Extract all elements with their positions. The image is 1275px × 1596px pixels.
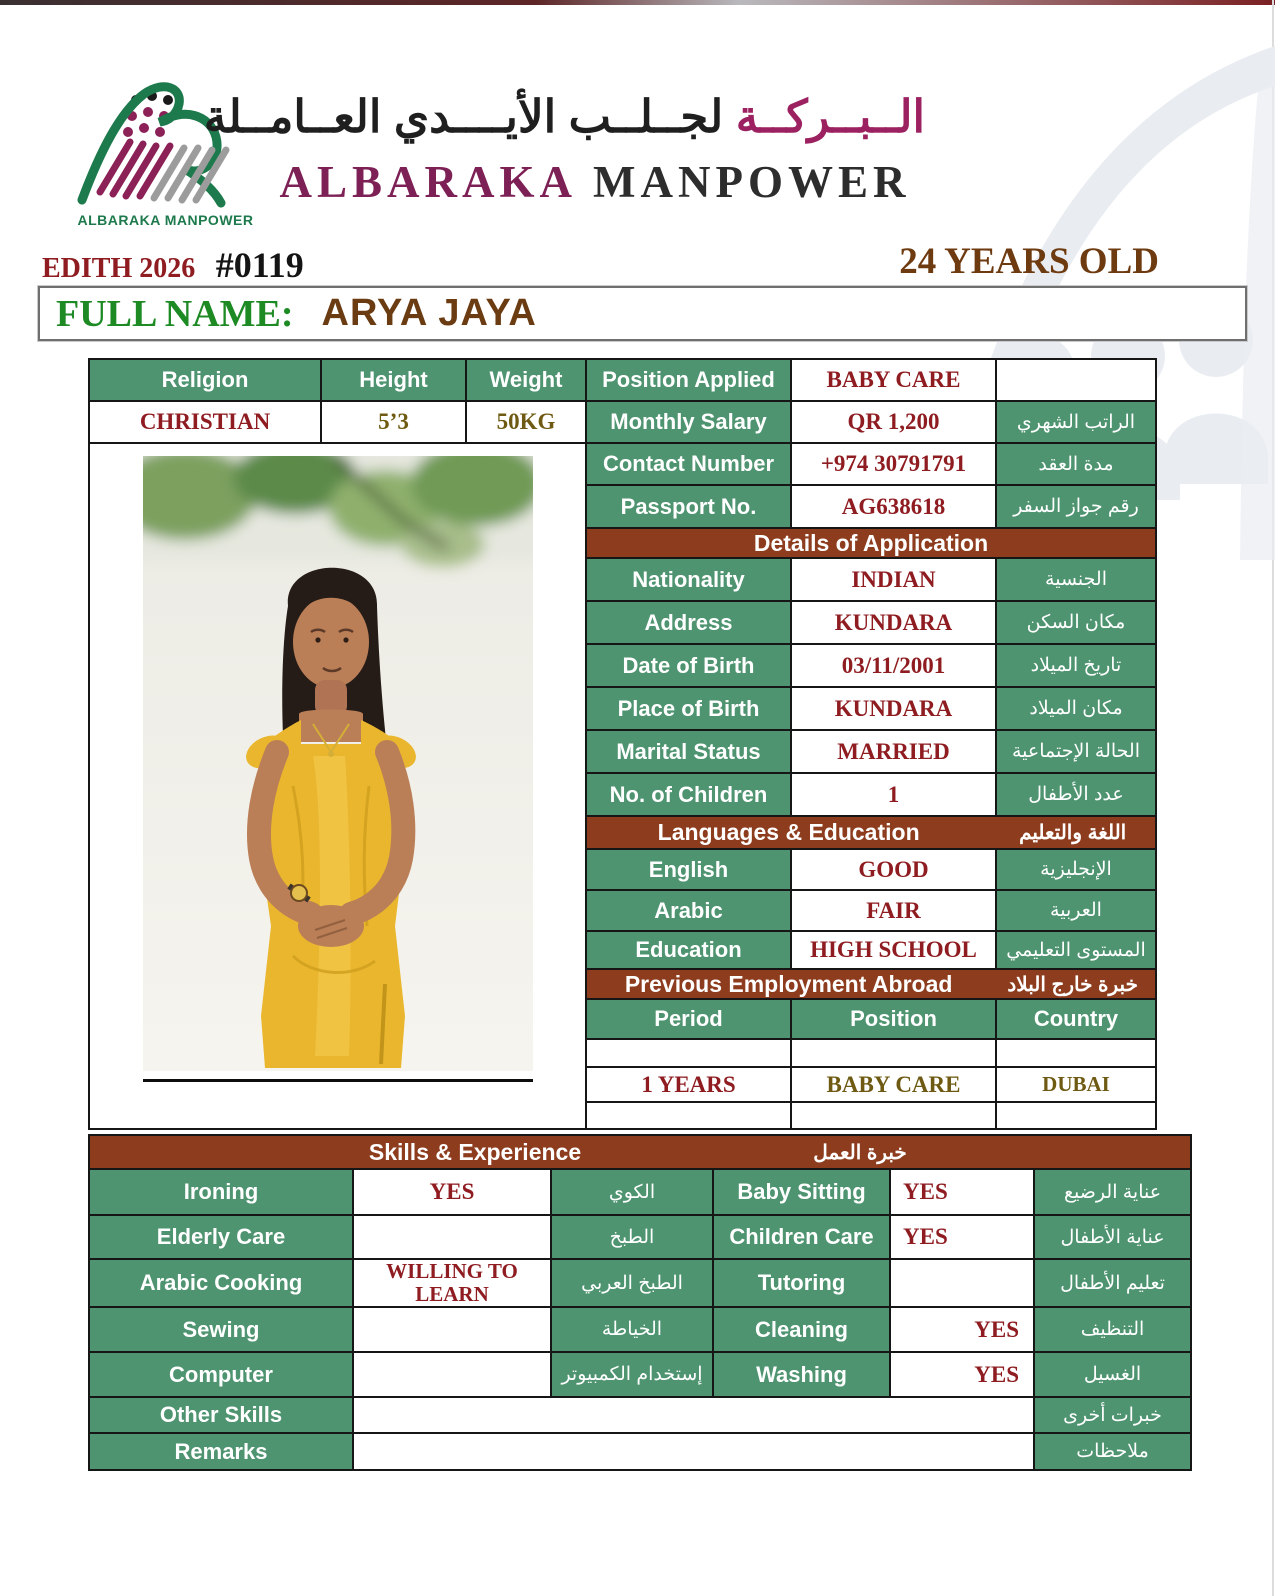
position-applied-label: Position Applied — [586, 359, 791, 401]
religion-header: Religion — [89, 359, 321, 401]
tutoring-label: Tutoring — [713, 1259, 890, 1307]
position-header: Position — [791, 999, 996, 1039]
languages-header-en: Languages & Education — [657, 819, 920, 845]
date-of-birth-value: 03/11/2001 — [791, 644, 996, 687]
company-name — [250, 156, 940, 208]
cooking-arabic: الطبخ — [551, 1215, 713, 1259]
page-top-border — [0, 0, 1275, 5]
address-label: Address — [586, 601, 791, 644]
other-skills-label: Other Skills — [89, 1397, 353, 1433]
english-label: English — [586, 849, 791, 890]
reference-number: #0119 — [215, 245, 304, 285]
date-of-birth-label: Date of Birth — [586, 644, 791, 687]
weight-header: Weight — [466, 359, 586, 401]
education-label: Education — [586, 931, 791, 969]
nationality-label: Nationality — [586, 558, 791, 601]
ironing-value: YES — [353, 1169, 551, 1215]
company-name-albaraka: ALBARAKA — [279, 157, 578, 207]
arabic-title-rest: لجــلــب الأيــــدي العــامــلة — [203, 91, 724, 142]
edition-ref — [42, 244, 304, 286]
photo-underline — [143, 1079, 533, 1082]
tutoring-arabic: تعليم الأطفال — [1034, 1259, 1191, 1307]
skills-experience-header — [89, 1135, 1191, 1169]
employment-row-empty — [791, 1039, 996, 1067]
date-of-birth-arabic: تاريخ الميلاد — [996, 644, 1156, 687]
arabic-value: FAIR — [791, 890, 996, 931]
computer-label: Computer — [89, 1352, 353, 1397]
sewing-label: Sewing — [89, 1307, 353, 1352]
children-value: 1 — [791, 773, 996, 816]
children-arabic: عدد الأطفال — [996, 773, 1156, 816]
languages-header-ar: اللغة والتعليم — [1019, 822, 1127, 844]
computer-value — [353, 1352, 551, 1397]
cleaning-value: YES — [890, 1307, 1034, 1352]
ironing-label: Ironing — [89, 1169, 353, 1215]
employment-country-value: DUBAI — [996, 1067, 1156, 1102]
sewing-value — [353, 1307, 551, 1352]
cleaning-arabic: التنظيف — [1034, 1307, 1191, 1352]
previous-employment-header — [586, 969, 1156, 999]
arabic-cooking-arabic: الطبخ العربي — [551, 1259, 713, 1307]
remarks-arabic: ملاحظات — [1034, 1433, 1191, 1470]
marital-status-arabic: الحالة الإجتماعية — [996, 730, 1156, 773]
sewing-arabic: الخياطة — [551, 1307, 713, 1352]
empty-cell — [996, 359, 1156, 401]
place-of-birth-label: Place of Birth — [586, 687, 791, 730]
english-value: GOOD — [791, 849, 996, 890]
arabic-title-first-word: الــبــركــة — [735, 91, 925, 142]
elderly-care-value — [353, 1215, 551, 1259]
passport-label: Passport No. — [586, 485, 791, 528]
computer-arabic: إستخدام الكمبيوتر — [551, 1352, 713, 1397]
cleaning-label: Cleaning — [713, 1307, 890, 1352]
baby-sitting-label: Baby Sitting — [713, 1169, 890, 1215]
employment-header-ar: خبرة خارج البلاد — [1007, 973, 1138, 996]
skills-header-ar: خبرة العمل — [813, 1141, 907, 1164]
monthly-salary-value: QR 1,200 — [791, 401, 996, 443]
washing-arabic: الغسيل — [1034, 1352, 1191, 1397]
employment-row-empty — [586, 1039, 791, 1067]
place-of-birth-arabic: مكان الميلاد — [996, 687, 1156, 730]
full-name-value: ARYA JAYA — [321, 292, 537, 334]
full-name-label: FULL NAME: — [56, 292, 294, 335]
contact-number-label: Contact Number — [586, 443, 791, 485]
arabic-label: Arabic — [586, 890, 791, 931]
details-of-application-header: Details of Application — [586, 528, 1156, 558]
arabic-cooking-value: WILLING TO LEARN — [353, 1259, 551, 1307]
period-header: Period — [586, 999, 791, 1039]
company-name-manpower: MANPOWER — [593, 157, 911, 207]
weight-value: 50KG — [466, 401, 586, 443]
remarks-label: Remarks — [89, 1433, 353, 1470]
baby-sitting-value: YES — [890, 1169, 1034, 1215]
education-arabic: المستوى التعليمي — [996, 931, 1156, 969]
logo-caption: ALBARAKA MANPOWER — [77, 212, 254, 228]
arabic-cooking-label: Arabic Cooking — [89, 1259, 353, 1307]
applicant-photo — [143, 456, 533, 1082]
baby-sitting-arabic: عناية الرضيع — [1034, 1169, 1191, 1215]
marital-status-label: Marital Status — [586, 730, 791, 773]
age-label: 24 YEARS OLD — [899, 241, 1159, 282]
employment-row-empty — [996, 1039, 1156, 1067]
children-care-arabic: عناية الأطفال — [1034, 1215, 1191, 1259]
position-applied-value: BABY CARE — [791, 359, 996, 401]
washing-label: Washing — [713, 1352, 890, 1397]
skills-experience-table — [88, 1134, 1192, 1471]
contact-number-value: +974 30791791 — [791, 443, 996, 485]
edition-label: EDITH 2026 — [42, 253, 196, 284]
arabic-arabic: العربية — [996, 890, 1156, 931]
employment-row-empty — [586, 1102, 791, 1129]
passport-arabic: رقم جواز السفر — [996, 485, 1156, 528]
other-skills-arabic: خبرات أخرى — [1034, 1397, 1191, 1433]
height-value: 5’3 — [321, 401, 466, 443]
passport-value: AG638618 — [791, 485, 996, 528]
monthly-salary-arabic: الراتب الشهري — [996, 401, 1156, 443]
employment-row-empty — [791, 1102, 996, 1129]
watch-face — [291, 885, 307, 901]
elderly-care-label: Elderly Care — [89, 1215, 353, 1259]
remarks-value — [353, 1433, 1034, 1470]
washing-value: YES — [890, 1352, 1034, 1397]
photo-cell — [89, 443, 586, 1129]
children-care-label: Children Care — [713, 1215, 890, 1259]
height-header: Height — [321, 359, 466, 401]
skills-header-en: Skills & Experience — [368, 1138, 582, 1165]
country-header: Country — [996, 999, 1156, 1039]
applicant-photo-image — [143, 456, 533, 1071]
english-arabic: الإنجليزية — [996, 849, 1156, 890]
employment-header-en: Previous Employment Abroad — [624, 970, 953, 997]
ironing-arabic: الكوي — [551, 1169, 713, 1215]
marital-status-value: MARRIED — [791, 730, 996, 773]
employment-position-value: BABY CARE — [791, 1067, 996, 1102]
employment-period-value: 1 YEARS — [586, 1067, 791, 1102]
religion-value: CHRISTIAN — [89, 401, 321, 443]
applicant-info-table — [88, 358, 1157, 1130]
nationality-value: INDIAN — [791, 558, 996, 601]
employment-row-empty — [996, 1102, 1156, 1129]
languages-education-header — [586, 816, 1156, 849]
children-label: No. of Children — [586, 773, 791, 816]
place-of-birth-value: KUNDARA — [791, 687, 996, 730]
education-value: HIGH SCHOOL — [791, 931, 996, 969]
tutoring-value — [890, 1259, 1034, 1307]
nationality-arabic: الجنسية — [996, 558, 1156, 601]
monthly-salary-label: Monthly Salary — [586, 401, 791, 443]
contact-number-arabic: مدة العقد — [996, 443, 1156, 485]
full-name-box — [38, 286, 1247, 341]
arabic-company-title — [203, 90, 925, 143]
address-arabic: مكان السكن — [996, 601, 1156, 644]
address-value: KUNDARA — [791, 601, 996, 644]
foliage-background — [143, 456, 533, 566]
children-care-value: YES — [890, 1215, 1034, 1259]
other-skills-value — [353, 1397, 1034, 1433]
